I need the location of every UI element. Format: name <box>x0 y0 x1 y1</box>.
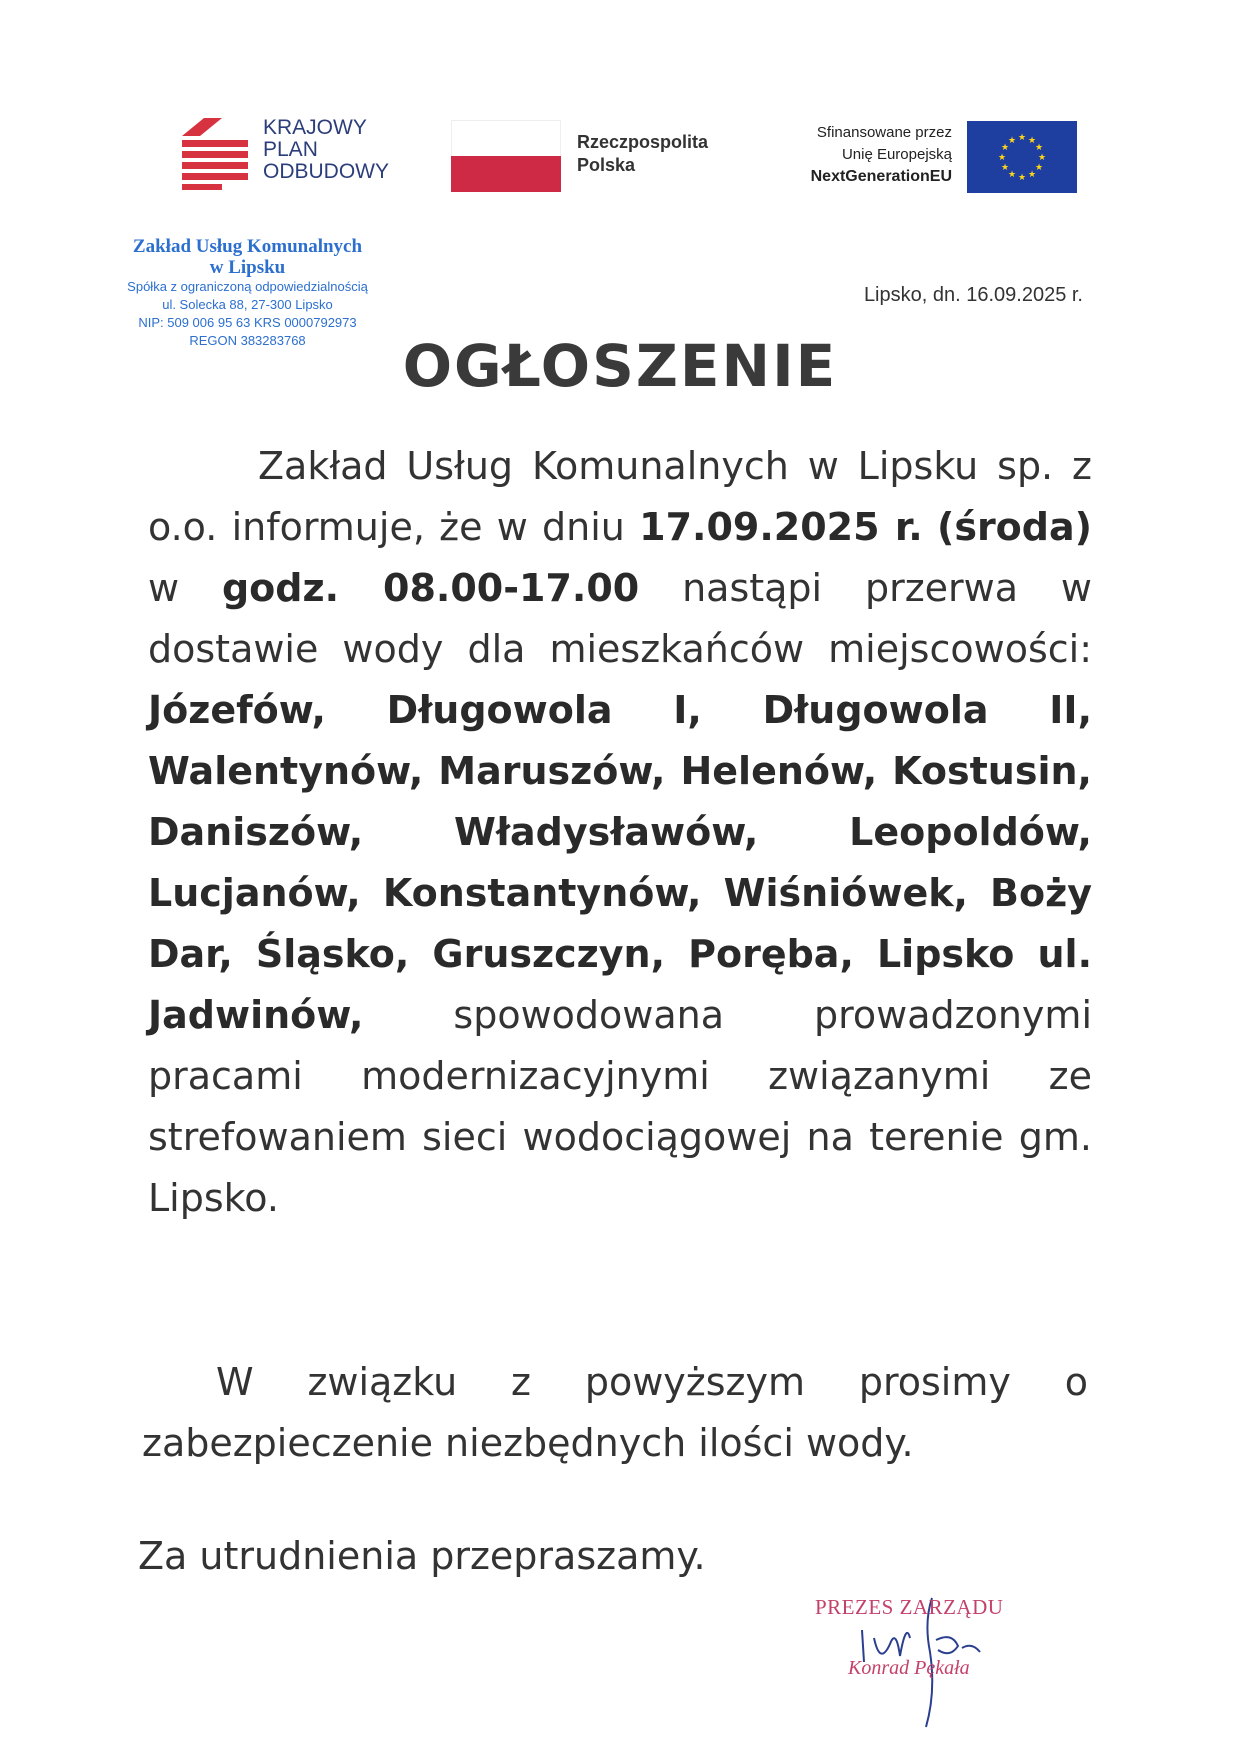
svg-text:★: ★ <box>1007 136 1017 146</box>
svg-text:★: ★ <box>997 153 1007 163</box>
svg-text:★: ★ <box>1017 173 1027 183</box>
company-stamp: Zakład Usług Komunalnych w Lipsku Spółka z ograniczoną odpowiedzialnością ul. Solecka 88, 27-300 Lipsko NIP: 509 006 95 63 KRS 0000792973 REGON 383283768 <box>127 236 368 348</box>
body-intro: Zakład Usług Komunalnych w Lipsku sp. z o.o. informuje, że w dniu <box>148 444 1092 549</box>
eu-funding-text: Sfinansowane przez Unię Europejską NextGenerationEU <box>810 124 952 185</box>
announcement-body: Zakład Usług Komunalnych w Lipsku sp. z o.o. informuje, że w dniu 17.09.2025 r. (środa) w godz. 08.00-17.00 nastąpi przerwa w dostawie wody dla mieszkańców miejscowości: Józefów, Długowola I, Długowola II, Walentynów, Maruszów, Helenów, Kostusin, Daniszów, Władysławów, Leopoldów, Lucjanów, Konstantynów, Wiśniówek, Boży Dar, Śląsko, Gruszczyn, Poręba, Lipsko ul. Jadwinów, spowodowana prowadzonymi pracami modernizacyjnymi związanymi ze strefowaniem sieci wodociągowej na terenie gm. Lipsko. <box>148 444 1092 1220</box>
svg-text:★: ★ <box>1017 133 1027 143</box>
body-reason: spowodowana prowadzonymi pracami modernizacyjnymi związanymi ze strefowaniem sieci wodociągowej na terenie gm. Lipsko. <box>148 993 1092 1220</box>
svg-text:★: ★ <box>1034 143 1044 153</box>
body-places: Józefów, Długowola I, Długowola II, Walentynów, Maruszów, Helenów, Kostusin, Daniszów, Władysławów, Leopoldów, Lucjanów, Konstantynów, Wiśniówek, Boży Dar, Śląsko, Gruszczyn, Poręba, Lipsko ul. Jadwinów, <box>148 688 1092 1037</box>
svg-text:★: ★ <box>1000 143 1010 153</box>
poland-flag-icon <box>451 120 561 192</box>
svg-text:★: ★ <box>1037 153 1047 163</box>
signature-name: Konrad Pękała <box>848 1657 970 1679</box>
poland-logo-text: Rzeczpospolita Polska <box>577 132 709 175</box>
kpo-logo-icon <box>182 118 248 190</box>
body-hours: godz. 08.00-17.00 <box>221 566 640 610</box>
body-date: 17.09.2025 r. <box>639 505 923 549</box>
apology-text: Za utrudnienia przepraszamy. <box>138 1534 706 1578</box>
svg-text:★: ★ <box>1027 170 1037 180</box>
svg-text:★: ★ <box>1000 163 1010 173</box>
announcement-paragraph-2: W związku z powyższym prosimy o zabezpieczenie niezbędnych ilości wody. <box>142 1360 1088 1465</box>
signature-title: PREZES ZARZĄDU <box>815 1595 1004 1619</box>
body-day: (środa) <box>936 505 1092 549</box>
svg-text:★: ★ <box>1034 163 1044 173</box>
kpo-logo-text: KRAJOWY PLAN ODBUDOWY <box>263 116 389 183</box>
page-title: OGŁOSZENIE <box>402 332 838 400</box>
svg-text:★: ★ <box>1007 170 1017 180</box>
body-mid: nastąpi przerwa w dostawie wody dla mieszkańców miejscowości: <box>148 566 1092 671</box>
eu-flag-icon <box>967 121 1077 193</box>
svg-text:★: ★ <box>1027 136 1037 146</box>
document-date: Lipsko, dn. 16.09.2025 r. <box>863 284 1083 306</box>
